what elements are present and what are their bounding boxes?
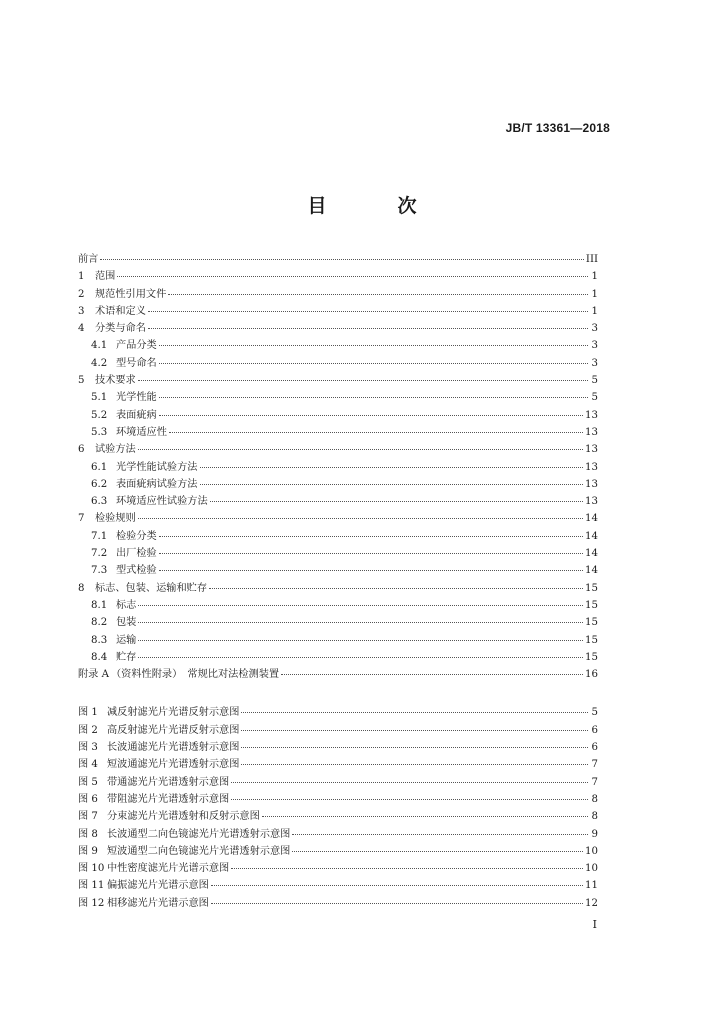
entry-label: 环境适应性 (116, 426, 167, 438)
dot-leader (168, 294, 588, 295)
entry-number: 图 9 (78, 845, 98, 857)
entry-page-number: 15 (585, 634, 598, 646)
figure-entry[interactable] (78, 894, 598, 911)
figure-entry[interactable] (78, 703, 598, 720)
figure-entry[interactable] (78, 773, 598, 790)
toc-entry[interactable] (78, 596, 598, 613)
entry-number: 4.2 (91, 357, 108, 369)
dot-leader (281, 674, 583, 675)
entry-number: 1 (78, 271, 85, 283)
toc-entry[interactable] (78, 423, 598, 440)
entry-page-number: 1 (591, 271, 598, 283)
entry-page-number: 8 (591, 793, 598, 805)
dot-leader (159, 415, 583, 416)
entry-number: 8.2 (91, 617, 108, 629)
toc-entry[interactable] (78, 631, 598, 648)
entry-page-number: 14 (585, 565, 598, 577)
dot-leader (231, 868, 583, 869)
entry-page-number: 5 (591, 707, 598, 719)
entry-number: 8 (78, 582, 85, 594)
entry-page-number: 13 (585, 478, 598, 490)
entry-label: 减反射滤光片光谱反射示意图 (107, 707, 240, 719)
entry-number: 4 (78, 323, 85, 335)
dot-leader (138, 518, 583, 519)
figure-entry[interactable] (78, 859, 598, 876)
entry-label: 检验规则 (95, 513, 136, 525)
entry-label: 产品分类 (116, 340, 157, 352)
entry-number: 6 (78, 444, 85, 456)
entry-page-number: 14 (585, 513, 598, 525)
dot-leader (241, 730, 588, 731)
toc-entry[interactable] (78, 579, 598, 596)
entry-number: 6.1 (91, 461, 108, 473)
dot-leader (138, 380, 588, 381)
dot-leader (210, 501, 583, 502)
figure-entry[interactable] (78, 842, 598, 859)
figure-entry[interactable] (78, 825, 598, 842)
entry-page-number: III (585, 254, 598, 265)
dot-leader (241, 712, 588, 713)
entry-label: 标志 (116, 599, 137, 611)
entry-label: 出厂检验 (116, 548, 157, 560)
dot-leader (211, 903, 583, 904)
entry-number: 5.2 (91, 409, 108, 421)
entry-number: 8.3 (91, 634, 108, 646)
entry-label: 带通滤光片光谱透射示意图 (107, 776, 230, 788)
entry-number: 6.2 (91, 478, 108, 490)
entry-number: 6.3 (91, 496, 108, 508)
dot-leader (209, 588, 583, 589)
dot-leader (159, 397, 588, 398)
entry-number: 图 12 (78, 897, 105, 909)
entry-number: 图 3 (78, 742, 98, 754)
entry-label: 术语和定义 (95, 305, 146, 317)
toc-entry[interactable] (78, 319, 598, 336)
dot-leader (117, 276, 588, 277)
entry-label: 中性密度滤光片光谱示意图 (107, 863, 230, 875)
dot-leader (159, 363, 588, 364)
dot-leader (138, 640, 583, 641)
entry-page-number: 10 (585, 863, 598, 875)
toc-separator (78, 682, 598, 703)
toc-entries (78, 250, 598, 682)
toc-entry[interactable] (78, 302, 598, 319)
entry-label: 试验方法 (95, 444, 136, 456)
entry-label: 表面疵病试验方法 (116, 478, 198, 490)
toc-entry[interactable] (78, 665, 598, 682)
dot-leader (231, 799, 588, 800)
toc-entry[interactable] (78, 250, 598, 267)
entry-page-number: 7 (591, 776, 598, 788)
entry-page-number: 6 (591, 742, 598, 754)
entry-label: 运输 (116, 634, 137, 646)
toc-entry[interactable] (78, 336, 598, 353)
toc-entry[interactable] (78, 406, 598, 423)
entry-page-number: 8 (591, 811, 598, 823)
dot-leader (211, 885, 583, 886)
entry-number: 8.1 (91, 599, 108, 611)
toc-entry[interactable] (78, 509, 598, 526)
entry-page-number: 3 (591, 340, 598, 352)
entry-label: 分束滤光片光谱透射和反射示意图 (107, 811, 260, 823)
entry-label: 光学性能试验方法 (116, 461, 198, 473)
entry-label: 型式检验 (116, 565, 157, 577)
figure-entry[interactable] (78, 790, 598, 807)
entry-page-number: 9 (591, 828, 598, 840)
dot-leader (138, 657, 583, 658)
entry-page-number: 13 (585, 426, 598, 438)
entry-number: 图 2 (78, 724, 98, 736)
entry-label: 环境适应性试验方法 (116, 496, 208, 508)
figure-entry[interactable] (78, 807, 598, 824)
entry-number: 图 10 (78, 863, 105, 875)
entry-page-number: 13 (585, 444, 598, 456)
page-number: I (592, 918, 597, 931)
entry-page-number: 11 (585, 880, 598, 892)
entry-label: 检验分类 (116, 530, 157, 542)
entry-label: 范围 (95, 271, 116, 283)
entry-number: 附录 A (78, 669, 109, 681)
entry-label: 高反射滤光片光谱反射示意图 (107, 724, 240, 736)
dot-leader (241, 747, 588, 748)
entry-number: 图 5 (78, 776, 98, 788)
entry-page-number: 1 (591, 305, 598, 317)
entry-label: 表面疵病 (116, 409, 157, 421)
figure-entry[interactable] (78, 738, 598, 755)
toc-entry[interactable] (78, 613, 598, 630)
entry-page-number: 1 (591, 288, 598, 300)
dot-leader (200, 484, 584, 485)
entry-page-number: 3 (591, 323, 598, 335)
entry-page-number: 6 (591, 724, 598, 736)
dot-leader (159, 570, 583, 571)
dot-leader (169, 432, 583, 433)
dot-leader (159, 536, 583, 537)
entry-label: 光学性能 (116, 392, 157, 404)
entry-page-number: 16 (585, 669, 598, 681)
toc-entry[interactable] (78, 475, 598, 492)
toc-entry[interactable] (78, 492, 598, 509)
entry-label: 规范性引用文件 (95, 288, 167, 300)
table-of-contents (78, 250, 598, 911)
dot-leader (159, 345, 588, 346)
entry-number: 3 (78, 305, 85, 317)
entry-number: 图 7 (78, 811, 98, 823)
entry-number: 7.2 (91, 548, 108, 560)
entry-number: 7 (78, 513, 85, 525)
dot-leader (241, 764, 588, 765)
toc-entry[interactable] (78, 458, 598, 475)
entry-label: 长波通滤光片光谱透射示意图 (107, 742, 240, 754)
entry-label: 型号命名 (116, 357, 157, 369)
entry-page-number: 3 (591, 357, 598, 369)
entry-number: 图 8 (78, 828, 98, 840)
entry-label: 前言 (78, 254, 99, 265)
entry-number: 5.1 (91, 392, 108, 404)
entry-number: 2 (78, 288, 85, 300)
entry-page-number: 13 (585, 496, 598, 508)
figure-entry[interactable] (78, 721, 598, 738)
entry-label: 贮存 (116, 651, 137, 663)
entry-label: 相移滤光片光谱示意图 (107, 897, 209, 909)
dot-leader (100, 259, 584, 260)
toc-entry[interactable] (78, 544, 598, 561)
toc-entry[interactable] (78, 527, 598, 544)
entry-page-number: 14 (585, 548, 598, 560)
dot-leader (138, 605, 583, 606)
toc-entry[interactable] (78, 371, 598, 388)
entry-label: （资料性附录） 常规比对法检测装置 (110, 669, 280, 681)
entry-page-number: 14 (585, 530, 598, 542)
entry-page-number: 15 (585, 582, 598, 594)
toc-entry[interactable] (78, 354, 598, 371)
dot-leader (138, 622, 583, 623)
entry-page-number: 7 (591, 759, 598, 771)
entry-label: 带阻滤光片光谱透射示意图 (107, 793, 230, 805)
dot-leader (292, 834, 588, 835)
entry-page-number: 13 (585, 409, 598, 421)
dot-leader (200, 467, 584, 468)
entry-page-number: 10 (585, 845, 598, 857)
entry-number: 8.4 (91, 651, 108, 663)
entry-label: 偏振滤光片光谱示意图 (107, 880, 209, 892)
dot-leader (148, 328, 588, 329)
standard-number: JB/T 13361—2018 (505, 121, 610, 135)
entry-number: 5 (78, 375, 85, 387)
entry-page-number: 15 (585, 617, 598, 629)
entry-label: 分类与命名 (95, 323, 146, 335)
entry-label: 标志、包装、运输和贮存 (95, 582, 208, 594)
entry-label: 短波通滤光片光谱透射示意图 (107, 759, 240, 771)
entry-label: 技术要求 (95, 375, 136, 387)
entry-number: 4.1 (91, 340, 108, 352)
entry-number: 图 11 (78, 880, 105, 892)
entry-number: 图 6 (78, 793, 98, 805)
entry-label: 长波通型二向色镜滤光片光谱透射示意图 (107, 828, 291, 840)
dot-leader (148, 311, 588, 312)
entry-page-number: 15 (585, 651, 598, 663)
dot-leader (231, 782, 588, 783)
entry-number: 5.3 (91, 426, 108, 438)
entry-number: 图 1 (78, 707, 98, 719)
figure-entry[interactable] (78, 876, 598, 893)
toc-entry[interactable] (78, 285, 598, 302)
entry-page-number: 5 (591, 392, 598, 404)
dot-leader (138, 449, 583, 450)
entry-page-number: 15 (585, 599, 598, 611)
entry-page-number: 5 (591, 375, 598, 387)
dot-leader (159, 553, 583, 554)
entry-page-number: 12 (585, 897, 598, 909)
toc-entry[interactable] (78, 648, 598, 665)
entry-number: 图 4 (78, 759, 98, 771)
dot-leader (262, 816, 588, 817)
entry-number: 7.1 (91, 530, 108, 542)
toc-entry[interactable] (78, 561, 598, 578)
entry-number: 7.3 (91, 565, 108, 577)
dot-leader (292, 851, 583, 852)
toc-entry[interactable] (78, 388, 598, 405)
figure-list (78, 703, 598, 911)
toc-entry[interactable] (78, 440, 598, 457)
figure-entry[interactable] (78, 755, 598, 772)
entry-page-number: 13 (585, 461, 598, 473)
toc-entry[interactable] (78, 267, 598, 284)
entry-label: 短波通型二向色镜滤光片光谱透射示意图 (107, 845, 291, 857)
toc-title: 目 次 (307, 195, 443, 217)
entry-label: 包装 (116, 617, 137, 629)
